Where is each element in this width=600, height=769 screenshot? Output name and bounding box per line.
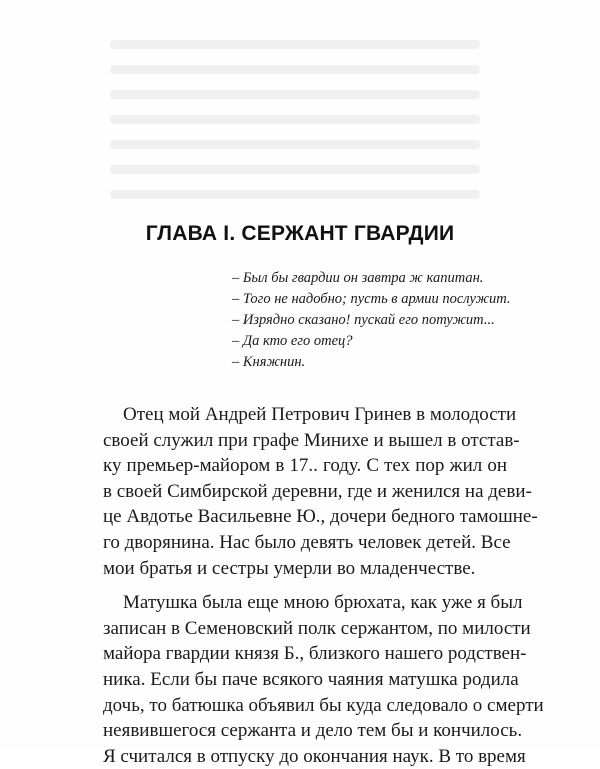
body-text [103,402,544,769]
text-line: Отец мой Андрей Петрович Гринев в молодости [123,404,517,425]
text-line: го дворянина. Нас было девять человек детей. Все [103,531,511,553]
bleed-through-texture [110,40,480,215]
epigraph-line: – Был бы гвардии он завтра ж капитан. [232,270,484,286]
text-line: майора гвардии князя Б., близкого нашего родствен- [103,643,527,665]
text-line: ку премьер-майором в 17.. году. С тех пор жил он [103,455,507,477]
epigraph [232,268,532,373]
text-line: дочь, то батюшка объявил бы куда следовало о смерти [103,694,544,716]
text-line: мои братья и сестры умерли во младенчестве. [103,557,476,579]
text-line: неявившегося сержанта и дело тем бы и кончилось. [103,720,523,742]
paragraph-2 [103,590,544,769]
epigraph-line: – Того не надобно; пусть в армии послужит. [232,291,511,307]
text-line: Матушка была еще мною брюхата, как уже я был [123,592,523,614]
epigraph-attribution: – Княжнин. [232,354,306,370]
text-line: ника. Если бы паче всякого чаяния матушка родила [103,668,519,690]
text-line: в своей Симбирской деревни, где и женился на деви- [103,480,532,502]
epigraph-line: – Изрядно сказано! пускай его потужит... [232,312,495,328]
paragraph-1 [103,402,538,581]
text-line: записан в Семеновский полк сержантом, по милости [103,617,531,639]
text-line: це Авдотье Васильевне Ю., дочери бедного тамошне- [103,506,538,528]
epigraph-line: – Да кто его отец? [232,333,353,349]
text-line: Я считался в отпуску до окончания наук. В то время [103,745,526,767]
chapter-title: ГЛАВА I. СЕРЖАНТ ГВАРДИИ [145,222,455,245]
text-line: своей служил при графе Минихе и вышел в отстав- [103,429,520,451]
